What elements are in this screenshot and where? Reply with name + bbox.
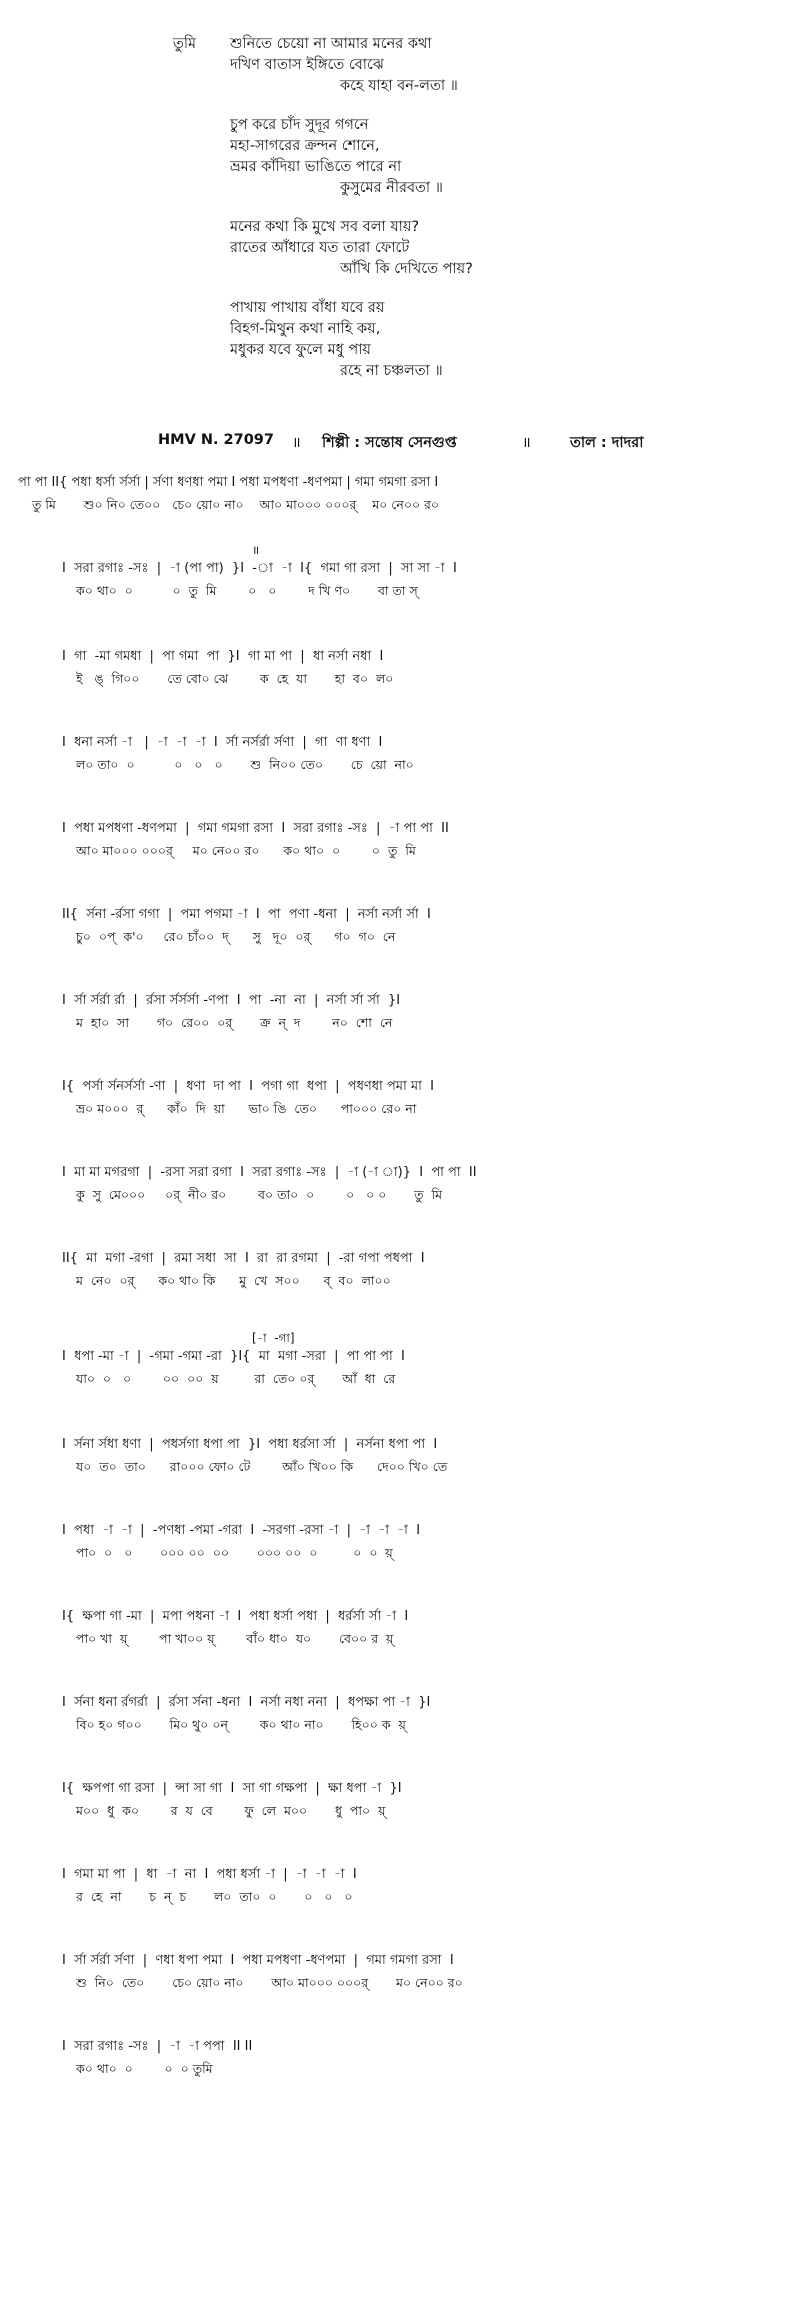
notation-block: [0, 1162, 738, 1206]
swar-line: I মা মা মগরগা | -রসা সরা রগা I সরা রগাঃ -সঃ | -া (-া া)} I পা পা II: [62, 1165, 477, 1180]
bani-line: ভ্র০ ম০০০ র্ কাঁ০ দি য়া ভা০ ঙি তে০ পা০০০ রে০ না: [76, 1101, 417, 1116]
lyric-line: কহে যাহা বন-লতা ॥: [340, 78, 458, 94]
swar-line: I ধনা নর্সা -া | -া -া -া I র্সা নর্সর্রা র্সণা | গা ণা ধণা I: [62, 735, 383, 750]
bani-line: যা০ ০ ০ ০০ ০০ য় রা তে০ ০র্ আঁ ধা রে: [76, 1371, 396, 1386]
notation-block: [0, 1331, 738, 1390]
notation-block: [0, 1864, 738, 1908]
swar-line: I{ ক্ষপা গা -মা | মপা পধনা -া I পধা ধর্সা পধা | ধর্রর্সা র্সা -া I: [62, 1609, 409, 1624]
lyrics-stanza-2: [230, 115, 670, 199]
swar-line: II{ মা মগা -রগা | রমা সধা সা I রা রা রগমা | -রা গপা পধপা I: [62, 1251, 425, 1266]
bani-line: ই ঙ্ গি০০ তে বো০ ঝে ক হে যা হা ব০ ল০: [76, 671, 394, 686]
swar-line: I র্সনা র্সধা ধণা | পধর্সগা ধপা পা }I পধা ধর্রসা র্সা | নর্সনা ধপা পা I: [62, 1437, 438, 1452]
artist-name: শিল্পী : সন্তোষ সেনগুপ্ত: [322, 435, 457, 451]
notation-block: [0, 1950, 738, 1994]
lyric-singer-word: তুমি: [173, 36, 197, 52]
record-number: HMV N. 27097: [158, 432, 274, 448]
notation-block: [0, 543, 738, 602]
lyric-line: মহা-সাগরের ক্রন্দন শোনে,: [230, 138, 380, 154]
bani-line: র হে না চ ন্ চ ল০ তা০ ০ ০ ০ ০: [76, 1889, 353, 1904]
lyric-line: [173, 34, 670, 55]
notation-block: [0, 2036, 738, 2080]
swar-line: I গা -মা গমধা | পা গমা পা }I গা মা পা | ধা নর্সা নধা I: [62, 649, 384, 664]
bani-line: আ০ মা০০০ ০০০র্ ম০ নে০০ র০ ক০ থা০ ০ ০ তু মি: [76, 843, 416, 858]
bani-line: ম হা০ সা গ০ রে০০ ০র্ ক্র ন্ দ ন০ শো নে: [76, 1015, 393, 1030]
swar-line: I র্সা র্সর্রা র্সণা | ণধা ধপা পমা I পধা মপধণা -ধণপমা | গমা গমগা রসা I: [62, 1953, 454, 1968]
lyrics-stanza-3: [230, 217, 670, 280]
lyric-line: মনের কথা কি মুখে সব বলা যায়?: [230, 219, 420, 235]
header-separator: ॥: [292, 435, 301, 451]
swar-line: I গমা মা পা | ধা -া না I পধা ধর্সা -া | -া -া -া I: [62, 1867, 357, 1882]
bani-line: ক০ থা০ ০ ০ তু মি ০ ০ দ খি ণ০ বা তা স্: [76, 583, 418, 598]
notation-block: [0, 1520, 738, 1564]
swar-line: I ধপা -মা -া | -গমা -গমা -রা }I{ মা মগা -সরা | পা পা পা I: [62, 1349, 405, 1364]
notation-block: [0, 818, 738, 862]
swar-line: I র্সনা ধনা র্রগর্রা | র্রসা র্সনা -ধনা I নর্সা নধা ননা | ধপক্ষা পা -া }I: [62, 1695, 431, 1710]
bani-line: য০ ত০ তা০ রা০০০ ফো০ টে আঁ০ খি০০ কি দে০০ খি০ তে: [76, 1459, 448, 1474]
bani-line: পা০ খা য়্ পা খা০০ য়্ বাঁ০ ধা০ য০ বে০০ র য়্: [76, 1631, 394, 1646]
lyric-line: রহে না চঞ্চলতা ॥: [340, 363, 443, 379]
lyrics-section: [173, 34, 670, 400]
lyric-line: দখিণ বাতাস ইঙ্গিতে বোঝে: [230, 57, 384, 73]
notation-block: [0, 1434, 738, 1478]
notation-block: [0, 904, 738, 948]
bani-line: কু সু মে০০০ ০র্ নী০ র০ ব০ তা০ ০ ০ ০ ০ তু মি: [76, 1187, 443, 1202]
bani-line: ক০ থা০ ০ ০ ০ তুমি: [76, 2061, 213, 2076]
bani-line: বি০ হ০ গ০০ মি০ থু০ ০ন্ ক০ থা০ না০ হি০০ ক য়্: [76, 1717, 406, 1732]
lyric-line: রাতের আঁধারে যত তারা ফোটে: [230, 240, 410, 256]
swar-line: I সরা রগাঃ -সঃ | -া (পা পা) }I -া -া I{ গমা গা রসা | সা সা -া I: [62, 561, 457, 576]
notation-block: [0, 1076, 738, 1120]
notation-annotation: ॥: [252, 543, 260, 557]
notation-block: [0, 990, 738, 1034]
lyric-line: চুপ করে চাঁদ সুদূর গগনে: [230, 117, 369, 133]
notation-block: [0, 1248, 738, 1292]
notation-block: [0, 1606, 738, 1650]
lyric-line: মধুকর যবে ফুলে মধু পায়: [230, 342, 371, 358]
notation-annotation: [-া -গা]: [252, 1331, 295, 1345]
swar-line: I{ পর্সা র্সনর্সর্সা -ণা | ধণা দা পা I পগা গা ধপা | পধণধা পমা মা I: [62, 1079, 434, 1094]
notation-block: [0, 732, 738, 776]
swar-line: I{ ক্ষপপা গা রসা | ন্সা সা গা I সা গা গক্ষপা | ক্ষা ধপা -া }I: [62, 1781, 402, 1796]
swar-line: I র্সা র্সর্রা র্রা | র্রসা র্সর্সর্সা -ণপা I পা -না না | নর্সা র্সা র্সা }I: [62, 993, 401, 1008]
swar-line: I পধা মপধণা -ধণপমা | গমা গমগা রসা I সরা রগাঃ -সঃ | -া পা পা II: [62, 821, 449, 836]
bani-line: ম০০ ধু ক০ র য বে ফু লে ম০০ ধু পা০ য়্: [76, 1803, 386, 1818]
notation-block: [0, 646, 738, 690]
bani-line: শু নি০ তে০ চে০ য়ো০ না০ আ০ মা০০০ ০০০র্ ম০ নে০০ র০: [76, 1975, 463, 1990]
lyric-line: কুসুমের নীরবতা ॥: [340, 180, 443, 196]
swar-line: পা পা II{ পধা ধর্সা র্সর্সা | র্সণা ধণধা পমা I পধা মপধণা -ধণপমা | গমা গমগা রসা I: [18, 475, 439, 490]
swar-line: I পধা -া -া | -পণধা -পমা -গরা I -সরগা -রসা -া | -া -া -া I: [62, 1523, 421, 1538]
lyric-line: ভ্রমর কাঁদিয়া ভাঙিতে পারে না: [230, 159, 402, 175]
notation-block: [0, 472, 782, 516]
header-separator: ॥: [522, 435, 531, 451]
swar-line: II{ র্সনা -র্রসা গগা | পমা পগমা -া I পা পণা -ধনা | নর্সা নর্সা র্সা I: [62, 907, 431, 922]
lyric-line: বিহগ-মিথুন কথা নাহি কয়,: [230, 321, 381, 337]
lyric-line: পাখায় পাখায় বাঁধা যবে রয়: [230, 300, 385, 316]
bani-line: তু মি শু০ নি০ তে০০ চে০ য়ো০ না০ আ০ মা০০০ ০০০র্ ম০ নে০০ র০: [32, 497, 440, 512]
notation-block: [0, 1778, 738, 1822]
bani-line: চু০ ০প্ ক'০ রে০ চাঁ০০ দ্ সু দূ০ ০র্ গ০ গ০ নে: [76, 929, 396, 944]
lyric-line: আঁখি কি দেখিতে পায়?: [340, 261, 473, 277]
lyric-text: শুনিতে চেয়ো না আমার মনের কথা: [230, 36, 432, 52]
lyrics-stanza-1: [173, 34, 670, 97]
bani-line: ল০ তা০ ০ ০ ০ ০ শু নি০০ তে০ চে য়ো না০: [76, 757, 414, 772]
bani-line: ম নে০ ০র্ ক০ থা০ কি মু খে স০০ ব্ ব০ লা০০: [76, 1273, 391, 1288]
notation-block: [0, 1692, 738, 1736]
swar-line: I সরা রগাঃ -সঃ | -া -া পপা II II: [62, 2039, 253, 2054]
lyrics-stanza-4: [230, 298, 670, 382]
taal-label: তাল : দাদরা: [570, 435, 644, 451]
bani-line: পা০ ০ ০ ০০০ ০০ ০০ ০০০ ০০ ০ ০ ০ য়্: [76, 1545, 393, 1560]
